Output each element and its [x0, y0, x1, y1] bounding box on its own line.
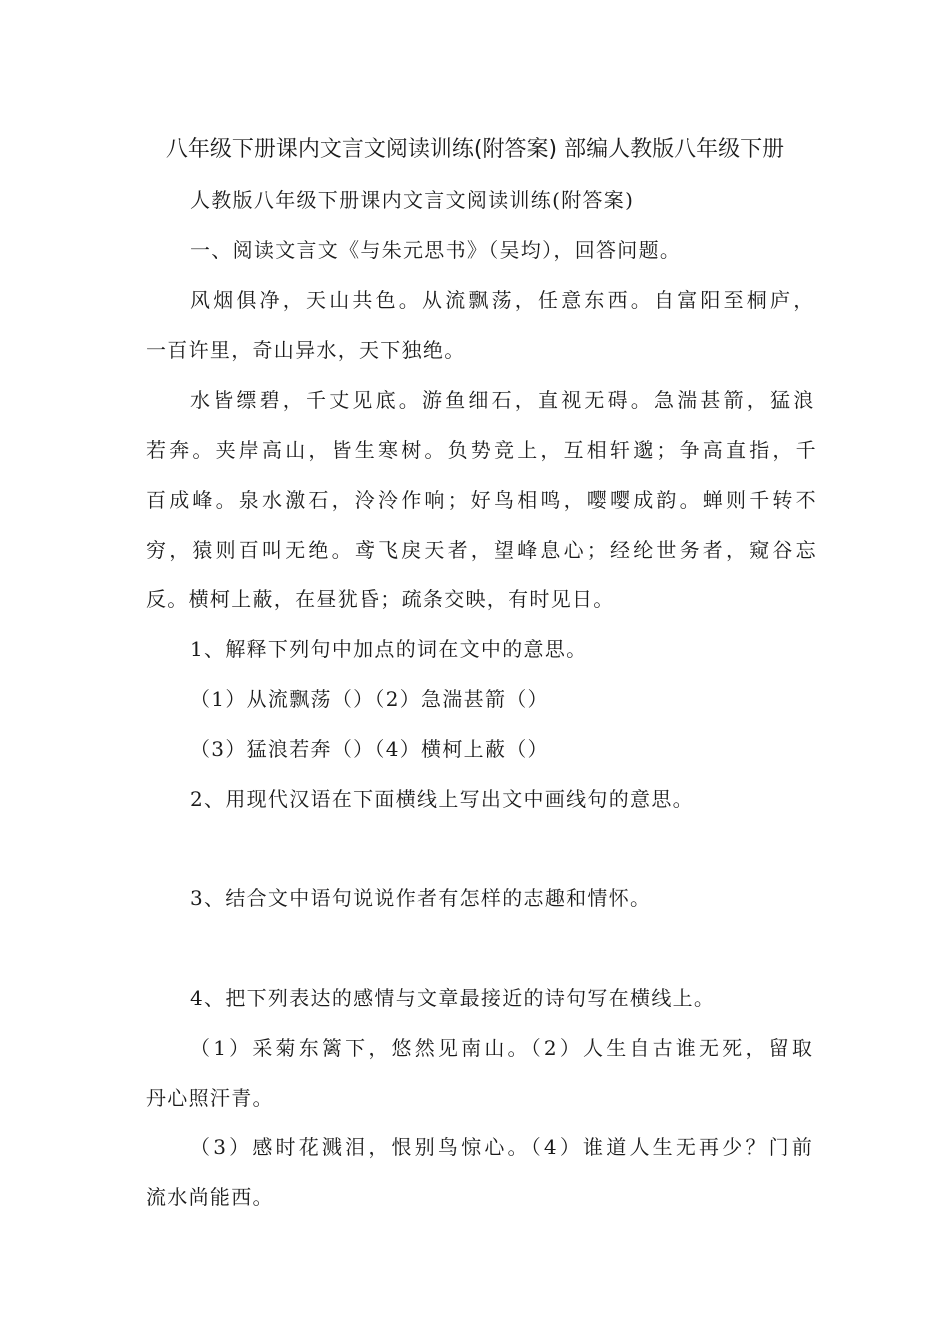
question-4-option: 丹心照汗青。	[146, 1086, 274, 1110]
question-1-items: （1）从流飘荡（）（2）急湍甚箭（）	[190, 687, 549, 711]
section-heading: 一、阅读文言文《与朱元思书》（吴均），回答问题。	[190, 238, 682, 262]
question-1: 1、解释下列句中加点的词在文中的意思。	[190, 637, 588, 661]
question-2: 2、用现代汉语在下面横线上写出文中画线句的意思。	[190, 787, 694, 811]
passage-line: 水皆缥碧，千丈见底。游鱼细石，直视无碍。急湍甚箭，猛浪	[190, 388, 817, 412]
passage-line: 一百许里，奇山异水，天下独绝。	[146, 338, 466, 362]
passage-line: 反。横柯上蔽，在昼犹昏；疏条交映，有时见日。	[146, 587, 615, 611]
passage-line: 穷，猿则百叫无绝。鸢飞戾天者，望峰息心；经纶世务者，窥谷忘	[146, 538, 819, 562]
question-4-option: （3）感时花溅泪，恨别鸟惊心。（4）谁道人生无再少？门前	[190, 1135, 816, 1159]
question-4-option: （1）采菊东篱下，悠然见南山。（2）人生自古谁无死，留取	[190, 1036, 816, 1060]
passage-line: 若奔。夹岸高山，皆生寒树。负势竞上，互相轩邈；争高直指，千	[146, 438, 819, 462]
document-title: 八年级下册课内文言文阅读训练(附答案) 部编人教版八年级下册	[165, 137, 785, 162]
passage-line: 风烟俱净，天山共色。从流飘荡，任意东西。自富阳至桐庐，	[190, 288, 817, 312]
passage-line: 百成峰。泉水激石，泠泠作响；好鸟相鸣，嘤嘤成韵。蝉则千转不	[146, 488, 819, 512]
subtitle: 人教版八年级下册课内文言文阅读训练(附答案)	[190, 188, 635, 212]
question-3: 3、结合文中语句说说作者有怎样的志趣和情怀。	[190, 886, 652, 910]
question-4: 4、把下列表达的感情与文章最接近的诗句写在横线上。	[190, 986, 716, 1010]
question-1-items: （3）猛浪若奔（）（4）横柯上蔽（）	[190, 737, 549, 761]
question-4-option: 流水尚能西。	[146, 1185, 274, 1209]
